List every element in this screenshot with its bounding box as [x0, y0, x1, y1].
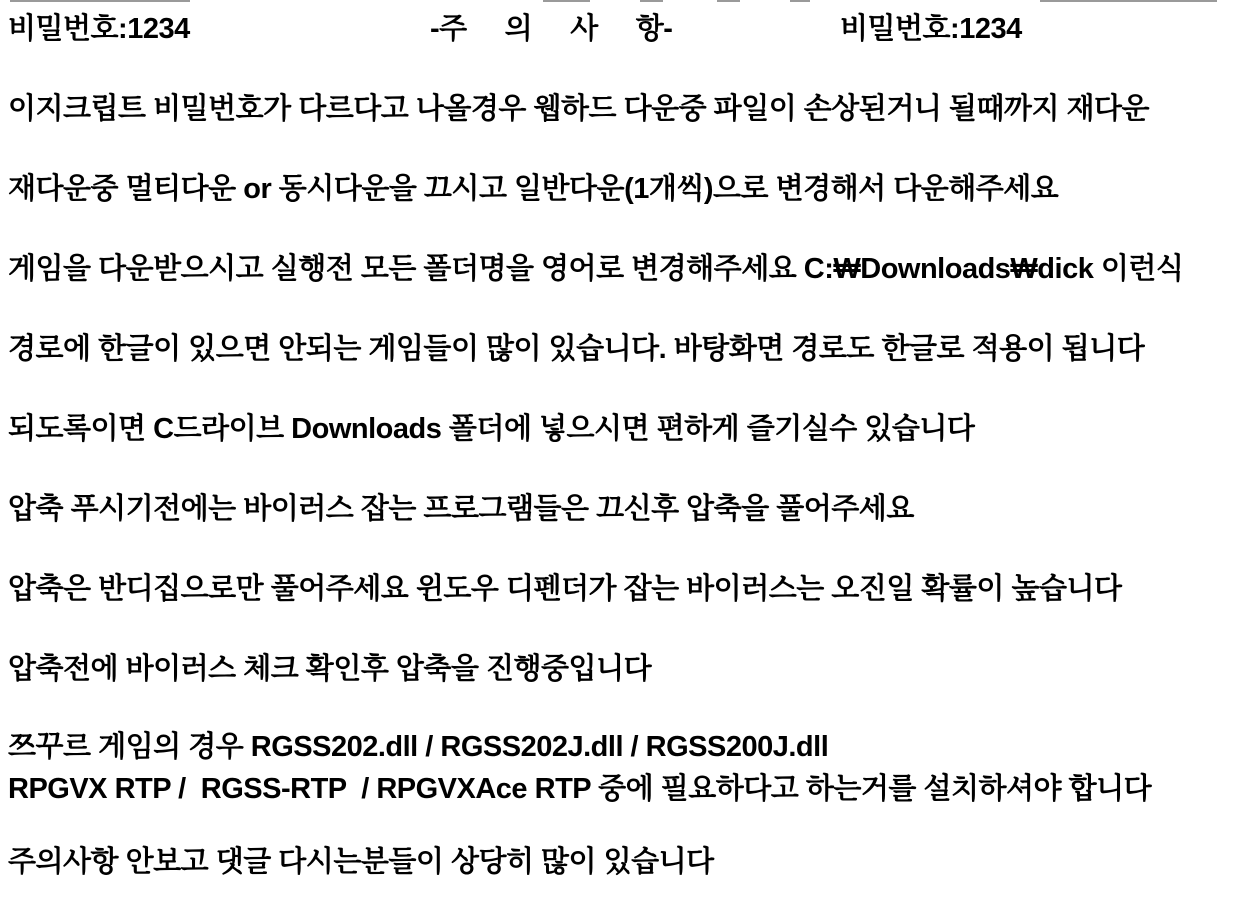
header-password-right: 비밀번호:1234: [840, 13, 1022, 45]
notice-line-antivirus-off: 압축 푸시기전에는 바이러스 잡는 프로그램들은 끄신후 압축을 풀어주세요: [8, 493, 914, 525]
notice-line-redownload: 이지크립트 비밀번호가 다르다고 나올경우 웹하드 다운중 파일이 손상된거니 될때까지 재다운: [8, 93, 1150, 125]
notice-line-viruscheck: 압축전에 바이러스 체크 확인후 압축을 진행중입니다: [8, 653, 652, 685]
cropped-text-artifact: [640, 0, 663, 2]
notice-line-cdrive: 되도록이면 C드라이브 Downloads 폴더에 넣으시면 편하게 즐기실수 있습니다: [8, 413, 975, 445]
cropped-text-artifact: [543, 0, 590, 2]
notice-line-foldername: 게임을 다운받으시고 실행전 모든 폴더명을 영어로 변경해주세요 C:₩Downloads₩dick 이런식: [8, 253, 1184, 285]
cropped-text-artifact: [717, 0, 740, 2]
cropped-text-artifact: [1040, 0, 1217, 2]
notice-line-read-warning: 주의사항 안보고 댓글 다시는분들이 상당히 많이 있습니다: [8, 846, 714, 878]
page-title: -주 의 사 항-: [430, 13, 673, 45]
notice-line-multidownload: 재다운중 멀티다운 or 동시다운을 끄시고 일반다운(1개씩)으로 변경해서 다운해주세요: [8, 173, 1059, 205]
notice-line-bandizip: 압축은 반디집으로만 풀어주세요 윈도우 디펜더가 잡는 바이러스는 오진일 확률이 높습니다: [8, 573, 1122, 605]
cropped-text-artifact: [790, 0, 810, 2]
notice-line-rtp-install: RPGVX RTP / RGSS-RTP / RPGVXAce RTP 중에 필요하다고 하는거를 설치하셔야 합니다: [8, 773, 1152, 805]
notice-line-korean-path: 경로에 한글이 있으면 안되는 게임들이 많이 있습니다. 바탕화면 경로도 한글로 적용이 됩니다: [8, 333, 1145, 365]
cropped-text-artifact: [10, 0, 190, 2]
notice-line-rgss-dll: 쯔꾸르 게임의 경우 RGSS202.dll / RGSS202J.dll / RGSS200J.dll: [8, 731, 829, 763]
header-password-left: 비밀번호:1234: [8, 13, 190, 45]
